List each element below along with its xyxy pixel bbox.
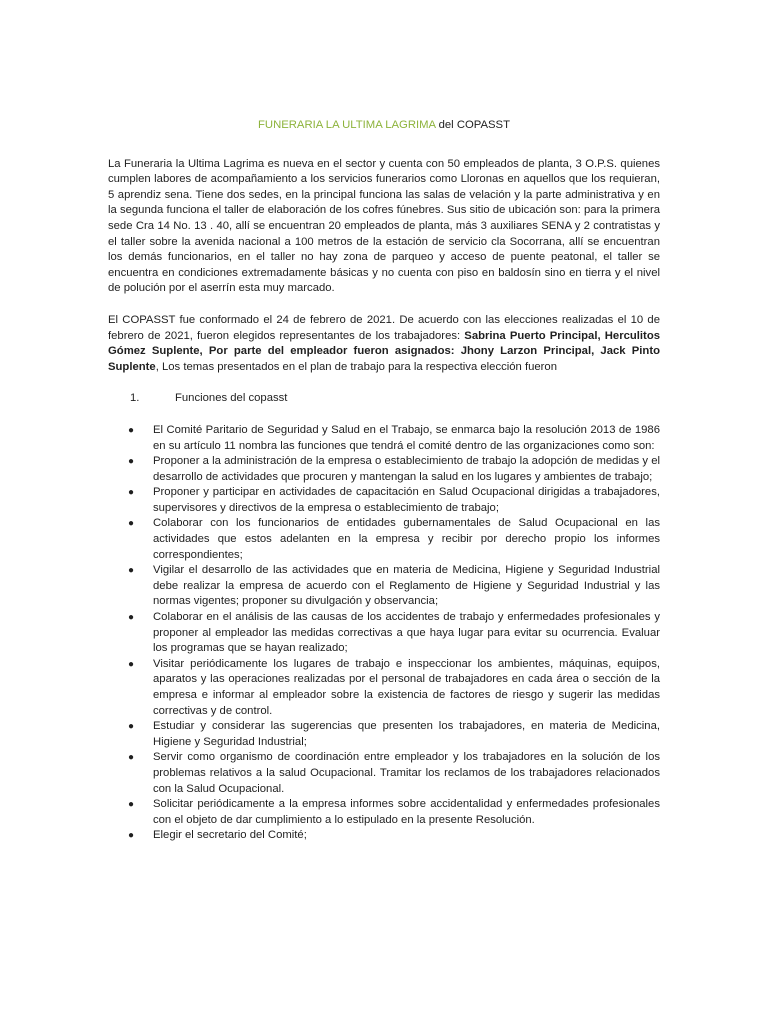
bullet-icon: ● — [128, 658, 135, 670]
numbered-item — [108, 391, 660, 407]
list-item-text: Estudiar y considerar las sugerencias que presenten los trabajadores, en materia de Medicina, Higiene y Seguridad Industrial; — [153, 720, 660, 748]
list-item-text: Elegir el secretario del Comité; — [153, 829, 307, 842]
list-item — [108, 828, 660, 844]
title-company-name: FUNERARIA LA ULTIMA LAGRIMA — [258, 119, 436, 131]
copasst-formation-paragraph — [108, 313, 660, 375]
functions-bullet-list — [108, 423, 660, 844]
numbered-item-text: Funciones del copasst — [175, 392, 288, 405]
list-item — [108, 563, 660, 610]
representatives-text: Sabrina Puerto Principal, Herculitos Gómez Suplente, Por parte del empleador fueron asignados: Jhony Larzon Principal, Jack Pinto Suplente — [108, 329, 660, 373]
document-body — [108, 118, 660, 844]
formation-intro-text: El COPASST fue conformado el 24 de febrero de 2021. De acuerdo con las elecciones realizadas el 10 de febrero de 2021, fueron elegidos representantes de los trabajadores: — [108, 313, 660, 342]
bullet-icon: ● — [128, 518, 135, 530]
list-item — [108, 454, 660, 485]
bullet-icon: ● — [128, 612, 135, 624]
list-item — [108, 797, 660, 828]
bullet-icon: ● — [128, 424, 135, 436]
list-item — [108, 657, 660, 719]
list-item — [108, 610, 660, 657]
list-item-text: Colaborar en el análisis de las causas de los accidentes de trabajo y enfermedades profesionales y proponer al empleador las medidas correctivas a que haya lugar para evitar su ocurrencia. Evaluar los programas que se hayan realizado; — [153, 611, 660, 655]
list-item — [108, 719, 660, 750]
bullet-icon: ● — [128, 456, 135, 468]
list-item — [108, 516, 660, 563]
list-item-text: Solicitar periódicamente a la empresa informes sobre accidentalidad y enfermedades profesionales con el objeto de dar cumplimiento a lo estipulado en la presente Resolución. — [153, 798, 660, 826]
formation-end-text: , Los temas presentados en el plan de trabajo para la respectiva elección fueron — [155, 360, 557, 373]
bullet-icon: ● — [128, 565, 135, 577]
title-suffix: del COPASST — [435, 119, 510, 131]
document-title — [108, 118, 660, 134]
list-item-text: Proponer a la administración de la empresa o establecimiento de trabajo la adopción de medidas y el desarrollo de actividades que procuren y mantengan la salud en los lugares y ambientes de trabajo; — [153, 455, 660, 483]
list-item-text: El Comité Paritario de Seguridad y Salud en el Trabajo, se enmarca bajo la resolución 2013 de 1986 en su artículo 11 nombra las funciones que tendrá el comité dentro de las organizaciones como son: — [153, 423, 660, 452]
list-item-text: Proponer y participar en actividades de capacitación en Salud Ocupacional dirigidas a trabajadores, supervisores y directivos de la empresa o establecimiento de trabajo; — [153, 486, 660, 514]
bullet-icon: ● — [128, 830, 135, 842]
list-item-text: Servir como organismo de coordinación entre empleador y los trabajadores en la solución de los problemas relativos a la salud Ocupacional. Tramitar los reclamos de los trabajadores relacionados con la Salud Ocupacional. — [153, 751, 660, 795]
list-item-text: Vigilar el desarrollo de las actividades que en materia de Medicina, Higiene y Seguridad Industrial debe realizar la empresa de acuerdo con el Reglamento de Higiene y Seguridad Industrial y las normas vigentes; proponer su divulgación y observancia; — [153, 564, 660, 608]
bullet-icon: ● — [128, 487, 135, 499]
company-description-paragraph: La Funeraria la Ultima Lagrima es nueva en el sector y cuenta con 50 empleados de planta, 3 O.P.S. quienes cumplen labores de acompañamiento a los servicios funerarios como Lloronas en aquellos que los requieran, 5 aprendiz sena. Tiene dos sedes, en la principal funciona las salas de velación y la parte administrativa y en la segunda funciona el taller de elaboración de los cofres fúnebres. Sus sitio de ubicación son: para la primera sede Cra 14 No. 13 . 40, allí se encuentran 20 empleados de planta, más 3 auxiliares SENA y 2 contratistas y el taller sobre la avenida nacional a 100 metros de la estación de servicio cla Socorrana, allí se encuentran los demás funcionarios, en el taller no hay zona de parqueo y acceso de puente peatonal, el taller se encuentra en condiciones extremadamente básicas y no cuenta con piso en baldosín sino en tierra y el nivel de polución por el aserrín esta muy marcado. — [108, 157, 660, 295]
list-item — [108, 485, 660, 516]
bullet-icon: ● — [128, 752, 135, 764]
list-item-text: Visitar periódicamente los lugares de trabajo e inspeccionar los ambientes, máquinas, equipos, aparatos y las operaciones realizadas por el personal de trabajadores en cada área o sección de la empresa e informar al empleador sobre la existencia de factores de riesgo y sugerir las medidas correctivas y de control. — [153, 657, 660, 717]
bullet-icon: ● — [128, 799, 135, 811]
bullet-icon: ● — [128, 721, 135, 733]
list-item-text: Colaborar con los funcionarios de entidades gubernamentales de Salud Ocupacional en las actividades que estos adelanten en la empresa y recibir por derecho propio los informes correspondientes; — [153, 517, 660, 561]
list-item — [108, 423, 660, 454]
list-item — [108, 750, 660, 797]
numbered-item-number: 1. — [130, 392, 140, 405]
